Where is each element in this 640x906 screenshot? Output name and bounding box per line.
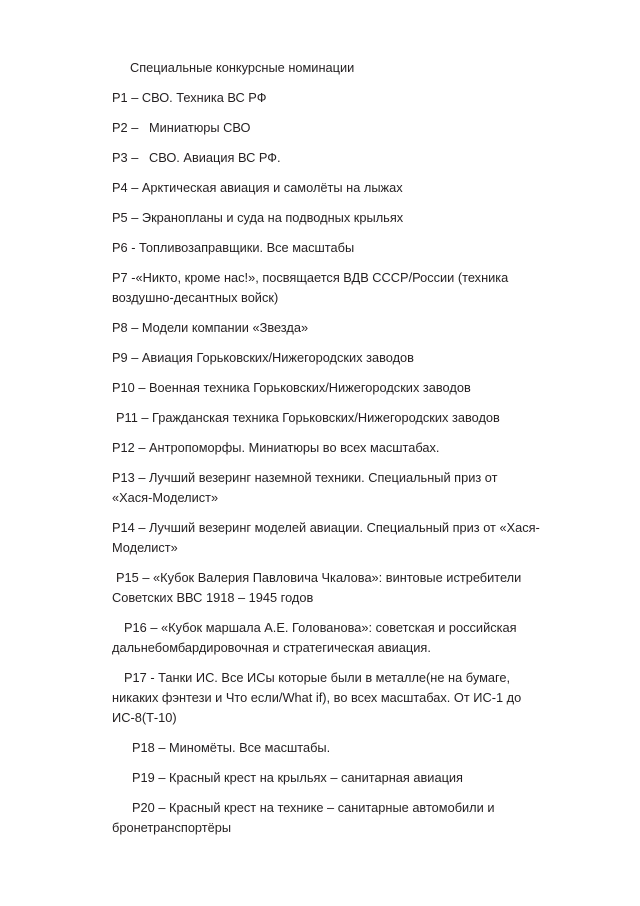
nomination-item-p8: Р8 – Модели компании «Звезда» bbox=[112, 320, 309, 335]
nomination-item-p2: Р2 – Миниатюры СВО bbox=[112, 120, 251, 135]
nomination-item-p1: Р1 – СВО. Техника ВС РФ bbox=[112, 90, 267, 105]
nomination-item-p4: Р4 – Арктическая авиация и самолёты на лыжах bbox=[112, 180, 403, 195]
nomination-item-p12: Р12 – Антропоморфы. Миниатюры во всех масштабах. bbox=[112, 440, 440, 455]
nomination-item-p15: Р15 – «Кубок Валерия Павловича Чкалова»: винтовые истребители Советских ВВС 1918 – 1945 годов bbox=[112, 570, 525, 605]
page-title: Специальные конкурсные номинации bbox=[130, 60, 355, 75]
nomination-item-p20: Р20 – Красный крест на технике – санитарные автомобили и бронетранспортёры bbox=[112, 800, 499, 835]
nomination-item-p17: Р17 - Танки ИС. Все ИСы которые были в металле(не на бумаге, никаких фэнтези и Что если/What if), во всех масштабах. От ИС-1 до ИС-8(Т-10) bbox=[112, 670, 525, 725]
document-body bbox=[112, 58, 540, 848]
nomination-item-p9: Р9 – Авиация Горьковских/Нижегородских заводов bbox=[112, 350, 414, 365]
nomination-item-p16: Р16 – «Кубок маршала А.Е. Голованова»: советская и российская дальнебомбардировочная и стратегическая авиация. bbox=[112, 620, 521, 655]
nomination-item-p19: Р19 – Красный крест на крыльях – санитарная авиация bbox=[132, 770, 463, 785]
nomination-item-p6: Р6 - Топливозаправщики. Все масштабы bbox=[112, 240, 355, 255]
nomination-item-p13: Р13 – Лучший везеринг наземной техники. Специальный приз от «Хася-Моделист» bbox=[112, 470, 502, 505]
nomination-item-p10: Р10 – Военная техника Горьковских/Нижегородских заводов bbox=[112, 380, 471, 395]
nomination-list bbox=[112, 88, 540, 838]
nomination-item-p7: Р7 -«Никто, кроме нас!», посвящается ВДВ СССР/России (техника воздушно-десантных войск) bbox=[112, 270, 512, 305]
nomination-item-p18: Р18 – Миномёты. Все масштабы. bbox=[132, 740, 331, 755]
nomination-item-p14: Р14 – Лучший везеринг моделей авиации. Специальный приз от «Хася-Моделист» bbox=[112, 520, 540, 555]
nomination-item-p3: Р3 – СВО. Авиация ВС РФ. bbox=[112, 150, 281, 165]
nomination-item-p5: Р5 – Экранопланы и суда на подводных крыльях bbox=[112, 210, 404, 225]
nomination-item-p11: Р11 – Гражданская техника Горьковских/Нижегородских заводов bbox=[116, 410, 500, 425]
